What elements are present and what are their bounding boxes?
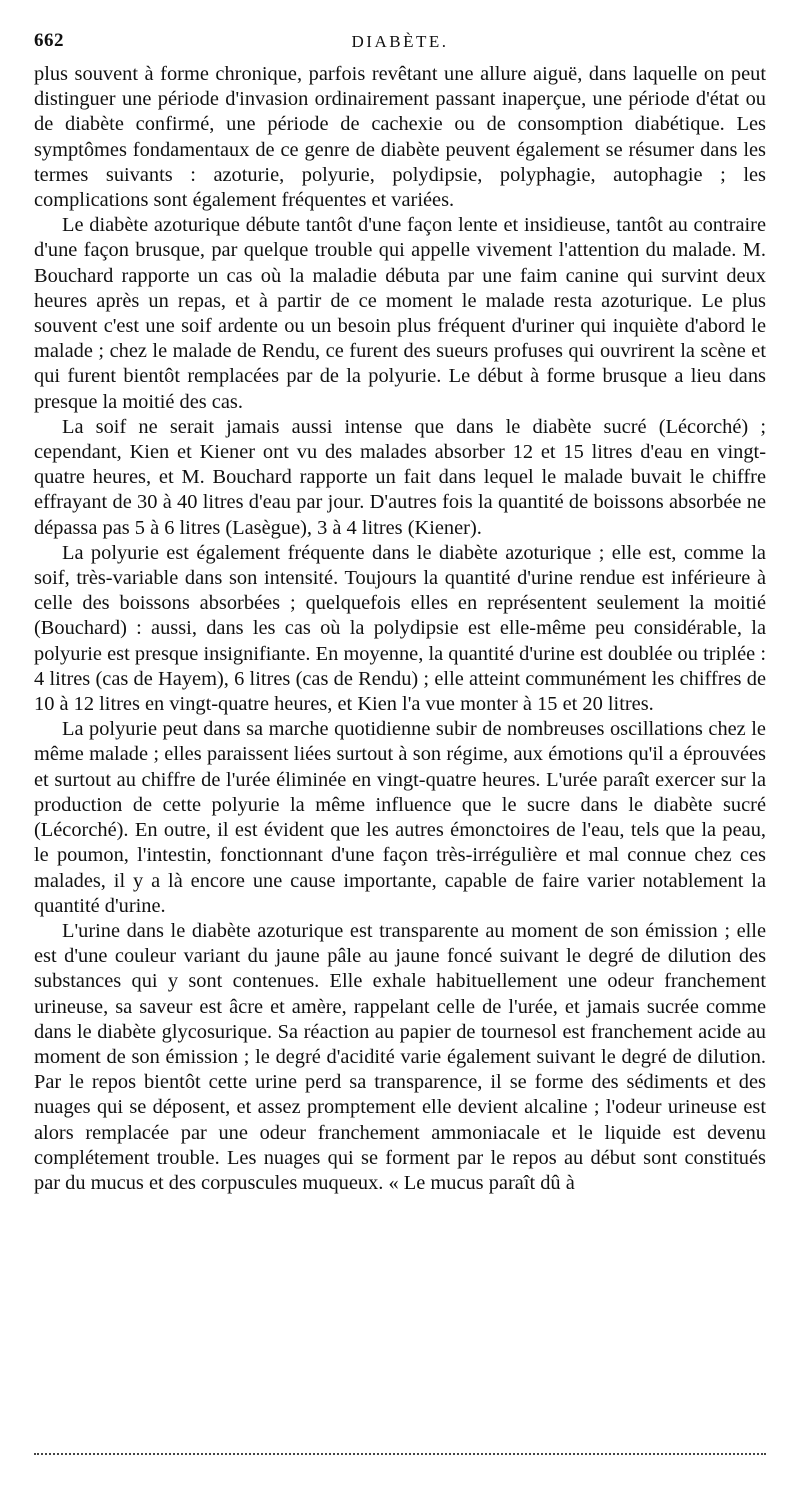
- paragraph-oscillations: La polyurie peut dans sa marche quotidienne subir de nombreuses oscillations chez le même malade ; elles paraissent liées surtout à son régime, aux émotions qu'il a éprouvées et surtout au chiffre de l'urée éliminée en vingt-quatre heures. L'urée paraît exercer sur la production de cette polyurie la même influence que le sucre dans le diabète sucré (Lécorché). En outre, il est évident que les autres émonctoires de l'eau, tels que la peau, le poumon, l'intestin, fonctionnant d'une façon très-irrégulière et mal connue chez ces malades, il y a là encore une cause importante, capable de faire varier notablement la quantité d'urine.: [34, 718, 766, 917]
- paragraph-continuation: plus souvent à forme chronique, parfois revêtant une allure aiguë, dans laquelle on peut distinguer une période d'invasion ordinairement passant inaperçue, une période d'état ou de diabète confirmé, une période de cachexie ou de consomption diabétique. Les symptômes fondamentaux de ce genre de diabète peuvent également se résumer dans les termes suivants : azoturie, polyurie, polydipsie, polyphagie, autophagie ; les complications sont également fréquentes et variées.: [34, 63, 766, 212]
- page-header: [34, 30, 766, 60]
- page-number: 662: [34, 30, 64, 51]
- body-text: [34, 62, 766, 1196]
- paragraph-thirst: La soif ne serait jamais aussi intense que dans le diabète sucré (Lécorché) ; cependant, Kien et Kiener ont vu des malades absorber 12 et 15 litres d'eau en vingt-quatre heures, et M. Bouchard rapporte un fait dans lequel le malade buvait le chiffre effrayant de 30 à 40 litres d'eau par jour. D'autres fois la quantité de boissons absorbée ne dépassa pas 5 à 6 litres (Lasègue), 3 à 4 litres (Kiener).: [34, 415, 766, 539]
- paragraph-polyuria: La polyurie est également fréquente dans le diabète azoturique ; elle est, comme la soif, très-variable dans son intensité. Toujours la quantité d'urine rendue est inférieure à celle des boissons absorbées ; quelquefois elles en représentent seulement la moitié (Bouchard) : aussi, dans les cas où la polydipsie est elle-même peu considérable, la polyurie est presque insignifiante. En moyenne, la quantité d'urine est doublée ou triplée : 4 litres (cas de Hayem), 6 litres (cas de Rendu) ; elle atteint communément les chiffres de 10 à 12 litres en vingt-quatre heures, et Kien l'a vue monter à 15 et 20 litres.: [34, 541, 766, 716]
- paragraph-onset: Le diabète azoturique débute tantôt d'une façon lente et insidieuse, tantôt au contraire d'une façon brusque, par quelque trouble qui appelle vivement l'attention du malade. M. Bouchard rapporte un cas où la maladie débuta par une faim canine qui survint deux heures après un repas, et à partir de ce moment le malade resta azoturique. Le plus souvent c'est une soif ardente ou un besoin plus fréquent d'uriner qui inquiète d'abord le malade ; chez le malade de Rendu, ce furent des sueurs profuses qui ouvrirent la scène et qui furent bientôt remplacées par de la polyurie. Le début à forme brusque a lieu dans presque la moitié des cas.: [34, 214, 766, 413]
- paragraph-urine: L'urine dans le diabète azoturique est transparente au moment de son émission ; elle est d'une couleur variant du jaune pâle au jaune foncé suivant le degré de dilution des substances qui y sont contenues. Elle exhale habituellement une odeur franchement urineuse, sa saveur est âcre et amère, rappelant celle de l'urée, et jamais sucrée comme dans le diabète glycosurique. Sa réaction au papier de tournesol est franchement acide au moment de son émission ; le degré d'acidité varie également suivant le degré de dilution. Par le repos bientôt cette urine perd sa transparence, il se forme des sédiments et des nuages qui se déposent, et assez promptement elle devient alcaline ; l'odeur urineuse est alors remplacée par une odeur franchement ammoniacale et le liquide est devenu complétement trouble. Les nuages qui se forment par le repos au début sont constitués par du mucus et des corpuscules muqueux. « Le mucus paraît dû à: [34, 919, 766, 1194]
- bottom-dotted-rule: [34, 1453, 766, 1455]
- running-title: DIABÈTE.: [351, 32, 449, 51]
